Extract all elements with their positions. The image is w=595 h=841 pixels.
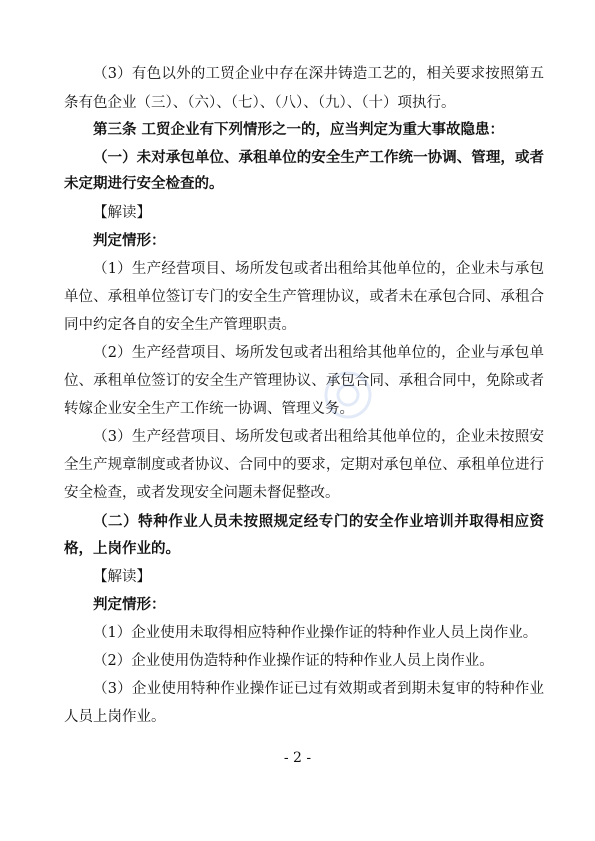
criterion-3-line-2: 全生产规章制度或者协议、合同中的要求，定期对承包单位、承租单位进行	[64, 457, 544, 473]
interpretation-label: 【解读】	[93, 205, 151, 221]
criterion-2-3-line-1: （3）企业使用特种作业操作证已过有效期或者到期未复审的特种作业	[93, 681, 544, 697]
criterion-3-line-3: 安全检查，或者发现安全问题未督促整改。	[64, 485, 340, 501]
criterion-2-line-2: 位、承租单位签订的安全生产管理协议、承包合同、承租合同中，免除或者	[64, 373, 544, 389]
watermark-logo-icon	[307, 354, 389, 436]
criterion-2-line-3: 转嫁企业安全生产工作统一协调、管理义务。	[64, 401, 354, 417]
criterion-2-3-line-2: 人员上岗作业。	[64, 709, 166, 725]
article-3-heading: 第三条 工贸企业有下列情形之一的，应当判定为重大事故隐患：	[93, 121, 505, 138]
article-3-item-1-line-2: 未定期进行安全检查的。	[64, 175, 224, 192]
article-3-item-2-line-1: （二）特种作业人员未按照规定经专门的安全作业培训并取得相应资	[93, 513, 544, 530]
criteria-label-2: 判定情形：	[93, 596, 166, 613]
criterion-1-line-2: 单位、承租单位签订专门的安全生产管理协议，或者未在承包合同、承租合	[64, 289, 544, 305]
criterion-1-line-1: （1）生产经营项目、场所发包或者出租给其他单位的，企业未与承包	[93, 261, 544, 277]
article-3-item-1-line-1: （一）未对承包单位、承租单位的安全生产工作统一协调、管理，或者	[93, 149, 544, 166]
clause-2-item-3-line-2: 条有色企业（三）、（六）、（七）、（八）、（九）、（十）项执行。	[64, 95, 456, 111]
criterion-2-1-line: （1）企业使用未取得相应特种作业操作证的特种作业人员上岗作业。	[93, 625, 538, 641]
interpretation-label-2: 【解读】	[93, 569, 151, 585]
page-number: - 2 -	[283, 750, 312, 766]
criteria-label: 判定情形：	[93, 232, 166, 249]
article-3-item-2-line-2: 格，上岗作业的。	[64, 540, 180, 557]
criterion-2-line-1: （2）生产经营项目、场所发包或者出租给其他单位的，企业与承包单	[93, 345, 544, 361]
criterion-3-line-1: （3）生产经营项目、场所发包或者出租给其他单位的，企业未按照安	[93, 429, 544, 445]
criterion-2-2-line: （2）企业使用伪造特种作业操作证的特种作业人员上岗作业。	[93, 653, 494, 669]
criterion-1-line-3: 同中约定各自的安全生产管理职责。	[64, 317, 296, 333]
clause-2-item-3-line-1: （3）有色以外的工贸企业中存在深井铸造工艺的，相关要求按照第五	[93, 66, 544, 82]
